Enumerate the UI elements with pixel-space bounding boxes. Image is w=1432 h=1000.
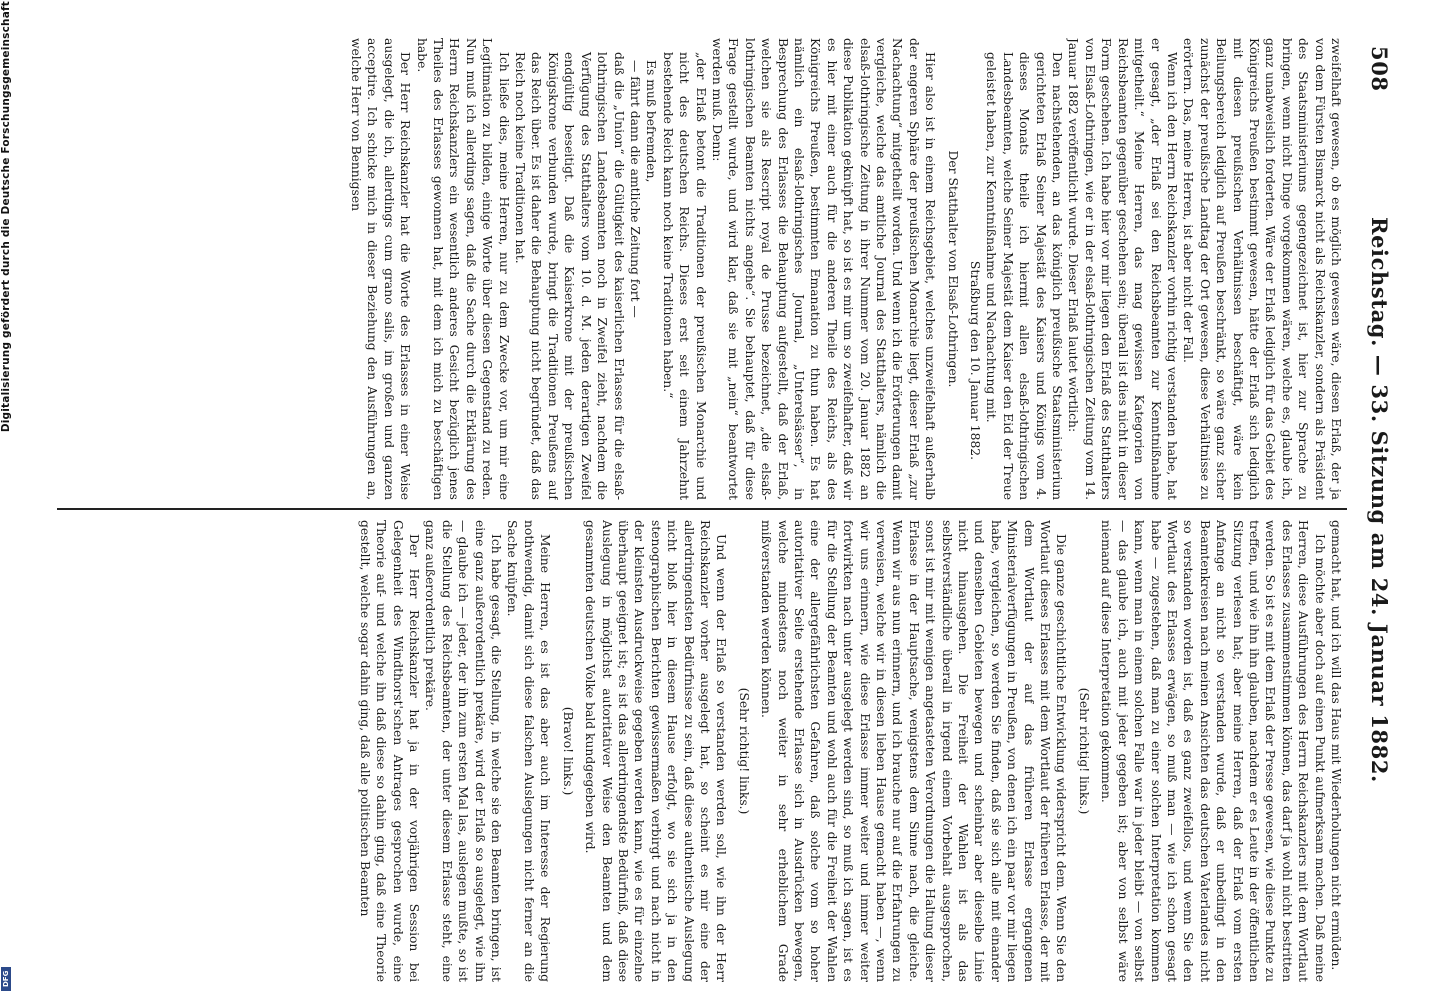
paragraph: (Sehr richtig! links.) bbox=[736, 687, 751, 815]
paragraph: Es muß befremden, bbox=[644, 60, 659, 183]
paragraph: Der Herr Reichskanzler hat ja in der vorjährigen Session bei Gelegenheit des Windthorst'schen Antrages gesprochen wurde, eine Theorie auf- und welche ihn daß diese so dahin ging, daß eine Theorie gestellt, welche sogar dahin ging, daß alle politischen Beamten bbox=[357, 520, 422, 982]
paragraph: Ich ließe dies, meine Herren, nur zu dem Zwecke vor, um mir eine Legitimation zu bilden, einige Worte über diesen Gegenstand zu reden. Nun muß ich allerdings sagen, daß die Sache durch die Erklärung des Herrn Reichskanzlers ein wesentlich anderes Gesicht bezüglich jenes Theiles des Erlasses gewonnen hat, mit dem ich mich zu beschäftigen habe. bbox=[414, 38, 511, 500]
running-head-title: Reichstag. — 33. Sitzung am 24. Januar 1882. bbox=[1367, 217, 1392, 783]
paragraph: Der Statthalter von Elsaß-Lothringen. bbox=[945, 150, 960, 388]
paragraph: Den nachstehenden, an das königlich preußische Staatsministerium gerichteten Erlaß Seiner Majestät des Kaisers und Königs vom 4. dieses Monats theile ich hiermit allen elsaß-lothringischen Landesbeamten, welche Seiner Majestät dem Kaiser den Eid der Treue geleistet haben, zur Kenntnißnahme und Nachachtung mit. bbox=[984, 52, 1065, 500]
paragraph: — fährt dann die amtliche Zeitung fort — bbox=[627, 60, 642, 318]
paragraph: Ich habe gesagt, die Stellung, in welche sie den Beamten bringen, ist eine ganz außerordentlich prekäre, wird der Erlaß so ausgelegt, wie ihn — glaube ich — jeder, der ihn zum ersten Mal las, auslegen mußte, so ist die Stellung des Reichsbeamten, der unter diesem Erlasse steht, eine ganz außerordentlich prekäre. bbox=[423, 520, 504, 982]
column-divider bbox=[57, 508, 1347, 510]
paragraph: Ich möchte aber doch auf einen Punkt aufmerksam machen. Daß meine Herren, diese Ausführungen des Herrn Reichskanzlers mit dem Wortlaut des Erlasses zusammenstimmen können, das darf ja wohl nicht bestritten werden. So ist es mit dem Erlaß der Presse gewesen, wie diese Punkte zu treffen, und wie ihn ihn glauben, nachdem er es Leute in der öffentlichen Sitzung verlesen hat; aber meine Herren, daß der Erlaß vom ersten Anfange an nicht so verstanden wurde, daß er unbedingt in den Beamtenkreisen nach meinen Ansichten das deutschen Vaterlandes nicht so verstanden worden ist, daß es ganz zweifellos, und wenn Sie den Wortlaut des Erlasses erwägen, so muß man — wie ich schon gesagt habe — zugestehen, daß man zu einer solchen Interpretation kommen kann, wenn man in einem solchen Falle war in jeder bleibt — von selbst — das glaube ich, auch mit jeder gegeben ist; aber von selbst wäre niemand auf diese Interpretation gekommen. bbox=[1099, 520, 1327, 982]
right-column bbox=[50, 520, 1344, 982]
paragraph: Hier also ist in einem Reichsgebiet, welches unzweifelhaft außerhalb der engeren Sphäre der preußischen Monarchie liegt, dieser Erlaß „zur Nachachtung“ mitgetheilt worden. Und wenn ich die Erörterungen damit vergleiche, welche das amtliche Journal des Statthalters, nämlich die elsaß-lothringische Zeitung in ihrer Nummer vom 20. Januar 1882 an diese Publikation geknüpft hat, so ist es mir um so zweifelhafter, daß wir es hier mit einer auch für die anderen Theile des Reichs, als des Königreichs Preußen, bestimmten Emanation zu thun haben. Es hat nämlich ein elsaß-lothringisches Journal, „Unterelsässer“, in Besprechung des Erlasses die Behauptung aufgestellt, daß der Erlaß, welchen sie als Rescript royal de Prusse bezeichnet, „die elsaß-lothringischen Beamten nichts angehe“. Sie behauptet, daß für diese Frage gestellt wurde, und wird klar, daß sie mit „nein“ beantwortet werden muß. Denn: bbox=[709, 38, 938, 500]
left-column bbox=[50, 38, 1344, 500]
paragraph: Und wenn der Erlaß so verstanden werden soll, wie ihn der Herr Reichskanzler vorher ausgelegt hat, so scheint es mir eine der allerdringendsten Bedürfnisse zu sein, daß diese authentische Auslegung nicht bloß hier in diesem Hause erfolgt, wo sie sich ja in den stenographischen Berichten gewissermaßen verbirgt und nach nicht in der kleinsten Ausdruckweise gegeben werden kann, wie es für einzelne überhaupt geeignet ist; es ist das allerdringendste Bedürfniß, daß diese Auslegung in möglichst autoritativer Weise den Beamten und dem gesammten deutschen Volke bald kundgegeben wird. bbox=[583, 520, 729, 982]
paragraph: zweifelhaft gewesen, ob es möglich gewesen wäre, diesen Erlaß, der ja von dem Fürsten Bismarck nicht als Reichskanzler, sondern als Präsident des Staatsministeriums gegengezeichnet ist, hier zur Sprache zu bringen, wenn nicht Dinge vorgekommen wären, welche es, glaube ich, ganz unabweislich forderten. Wäre der Erlaß lediglich für das Gebiet des Königreichs Preußen bestimmt gewesen, hätte der Erlaß sich lediglich mit diesen preußischen Verhältnissen beschäftigt, wäre kein Beilungsbereich lediglich auf Preußen beschränkt, so wäre ganz sicher zunächst der preußische Landtag der Ort gewesen, diese Verhältnisse zu erörtern. Das, meine Herren, ist aber nicht der Fall. bbox=[1181, 38, 1343, 500]
page-number: 508 bbox=[1367, 46, 1392, 92]
paragraph: „der Erlaß betont die Traditionen der preußischen Monarchie und nicht des deutschen Reichs. Dieses erst seit einem Jahrzehnt bestehende Reich kann noch keine Traditionen haben.“ bbox=[660, 52, 708, 500]
running-head bbox=[1352, 40, 1392, 960]
paragraph: (Sehr richtig! links.) bbox=[1076, 687, 1091, 815]
dfg-logo: DFG bbox=[1, 967, 11, 991]
paragraph: Die ganze geschichtliche Entwicklung widerspricht dem. Wenn Sie den Wortlaut dieses Erlasses mit dem Wortlaut der früheren Erlasse, der mit dem Wortlaut der auf das früheren Erlasse ergangenen Ministerialverfügungen in Preußen, von denen ich ein paar vor mir liegen habe, vergleichen, so werden Sie finden, daß sie sich alle mit einander und denselben Gebieten bewegen und scheinbar aber dieselbe Linie nicht hinausgehen. Die Freiheit der Wahlen ist als das selbstverständliche überall in irgend einem Vorbehalt ausgesprochen, sonst ist mir mit wenigen angetasteten Verordnungen die Haltung dieser Erlasse in der Hauptsache, wenigstens dem Sinne nach, die gleiche. Wenn wir aus nun erinnern, und ich brauche nur auf die Erfahrungen zu verweisen, welche wir in diesen lieben Hause gemacht haben —, wenn wir uns erinnern, wie diese Erlasse immer weiter und immer weiter fortwirkten nach unter ausgelegt werden sind, so muß ich sagen, ist es für die Stellung der Beamten und wohl auch für die Freiheit der Wahlen eine der allergefährlichsten Gefahren, daß solche vom so hoher autoritativer Seite erstehende Erlasse sich in Ausdrücken bewegen, welche mindestens noch weiter in sehr erheblichem Grade mißverstanden werden können. bbox=[759, 520, 1069, 982]
credit-text: Digitalisierung gefördert durch die Deutsche Forschungsgemeinschaft bbox=[0, 1, 12, 433]
paragraph: (Bravo! links.) bbox=[560, 706, 575, 796]
paragraph: Straßburg den 10. Januar 1882. bbox=[968, 260, 983, 460]
paragraph: Meine Herren, es ist das aber auch im Interesse der Regierung nothwendig, damit sich diese falschen Auslegungen nicht ferner an die Sache knüpfen. bbox=[505, 520, 553, 982]
digitization-credit bbox=[0, 0, 12, 1000]
paragraph: daß die „Union“ die Gültigkeit des kaiserlichen Erlasses für die elsaß-lothringischen Landesbeamten noch in Zweifel zieht, nachdem die Verfügung des Statthalters vom 10. d. M. jeden derartigen Zweifel endgültig beseitigt. Daß die Kaiserkrone mit der preußischen Königskrone verbunden wurde, bringt die Traditionen Preußens auf das Reich über. Es ist daher die Behauptung nicht begründet, daß das Reich noch keine Traditionen hat. bbox=[513, 52, 626, 500]
paragraph: Der Herr Reichskanzler hat die Worte des Erlasses in einer Weise ausgelegt, die ich, allerdings cum grano salis, im großen und ganzen acceptire. Ich schicke mich in dieser Beziehung den Ausführungen an, welche Herr von Bennigsen bbox=[349, 38, 413, 500]
paragraph: Wenn ich den Herrn Reichskanzler vorhin richtig verstanden habe, hat er gesagt, „der Erlaß sei den Reichsbeamten zur Kenntnißnahme mitgetheilt.“ Meine Herren, das mag gewissen Kategorien von Reichsbeamten gegenüber geschehen sein; überall ist dies nicht in dieser Form geschehen. Ich habe hier vor mir liegen den Erlaß des Statthalters von Elsaß-Lothringen, wie er in der elsaß-lothringischen Zeitung vom 14. Januar 1882 veröffentlicht wurde. Dieser Erlaß lautet wörtlich: bbox=[1066, 38, 1179, 500]
paragraph: gemacht hat, und ich will das Haus mit Wiederholungen nicht ermüden. bbox=[1329, 520, 1343, 971]
